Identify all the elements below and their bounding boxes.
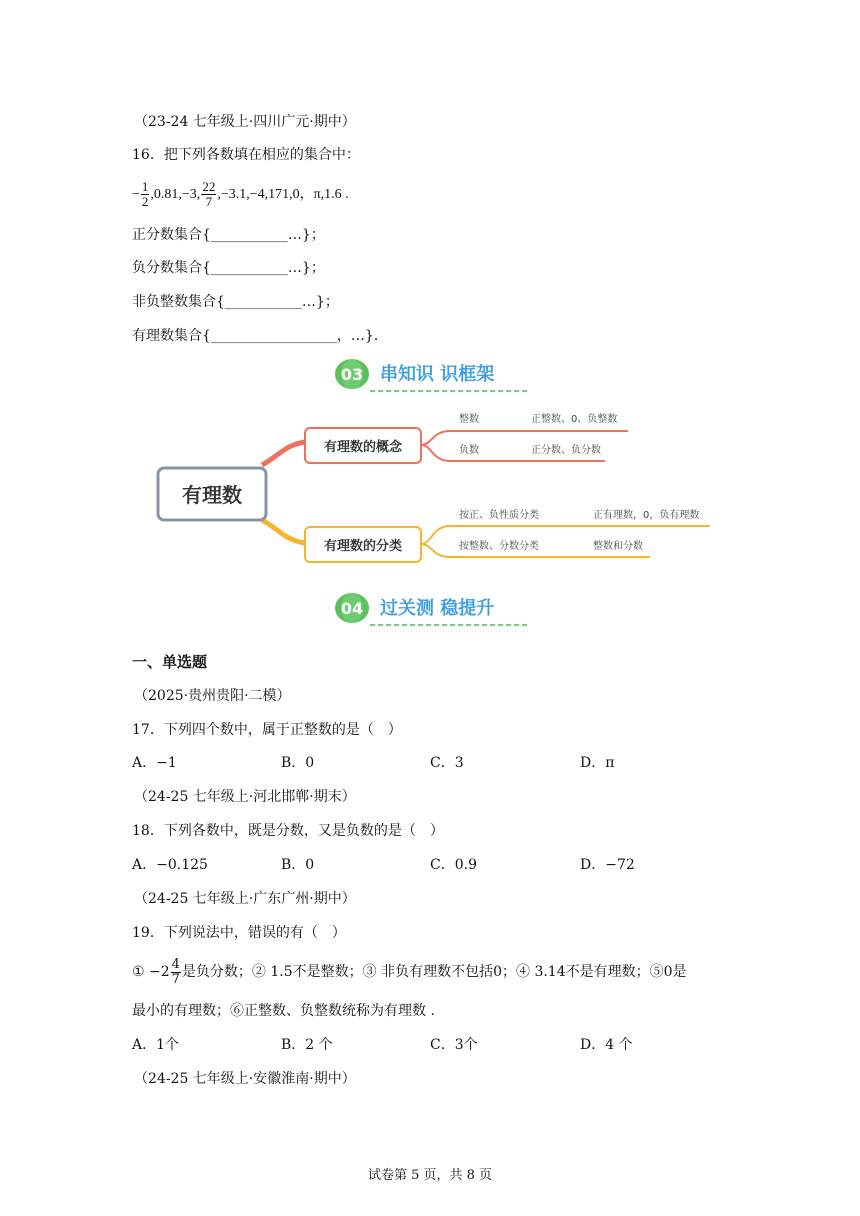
mindmap-branch-classification-label: 有理数的分类 [323,539,403,554]
q19-statement-line2: 最小的有理数；⑥正整数、负整数统称为有理数 . [132,1003,435,1019]
q17-option-a: A．−1 [132,755,177,771]
q16-numbers [132,177,349,213]
mindmap-concept-leaf1-right: 正整数、0、负整数 [531,414,618,425]
section-04-title: 过关测 稳提升 [380,598,495,619]
q16-numbers-prefix: − [132,187,140,202]
mindmap-classification-leaf2-left: 按整数、分数分类 [459,541,539,552]
q18-option-c: C．0.9 [430,857,477,873]
q16-fraction-1: $\frac{1}{2}$ [141,179,149,210]
mindmap-classification-leaf1-right: 正有理数，0，负有理数 [593,510,700,521]
q19-fraction: $\frac{4}{7}$ [171,956,180,987]
section-04-badge: 04 [340,599,364,618]
mindmap-branch-concept-label: 有理数的概念 [323,440,403,455]
q18-option-b: B．0 [281,857,315,873]
mindmap-concept-leaf2-right: 正分数、负分数 [531,445,601,456]
q16-numbers-mid2: ,−3.1,−4,171,0，π,1.6 . [217,187,349,202]
q20-source: （24-25 七年级上·安徽淮南·期中） [134,1071,356,1087]
q17-option-b: B．0 [281,755,315,771]
q19-option-c: C．3个 [430,1037,478,1053]
mindmap-root-label: 有理数 [182,483,242,507]
q17-option-c: C．3 [430,755,464,771]
q18-option-a: A．−0.125 [132,857,208,873]
q19-stem: 19．下列说法中，错误的有（ ） [132,925,346,941]
q19-statement-line1 [132,954,687,990]
mindmap-classification-leaf2-right: 整数和分数 [593,541,643,552]
q19-line1-b: 是负分数；② 1.5不是整数；③ 非负有理数不包括0；④ 3.14不是有理数；⑤0是 [181,964,687,980]
q16-set-nonnegative-integer: 非负整数集合{___________…}； [132,294,339,310]
q16-set-positive-fraction: 正分数集合{___________…}； [132,227,325,243]
mindmap [150,405,720,575]
q19-line1-a: ① −2 [132,964,170,980]
q18-option-d: D．−72 [580,857,635,873]
q18-stem: 18．下列各数中，既是分数，又是负数的是（ ） [132,823,444,839]
q19-option-a: A．1个 [132,1037,180,1053]
part-title: 一、单选题 [132,653,208,671]
q17-source: （2025·贵州贵阳·二模） [134,688,291,704]
page-footer: 试卷第 5 页，共 8 页 [367,1168,493,1183]
q16-set-rational: 有理数集合{__________________，…}． [132,328,388,344]
section-03-header [330,356,540,396]
q17-stem: 17．下列四个数中，属于正整数的是（ ） [132,722,402,738]
q16-set-negative-fraction: 负分数集合{___________…}； [132,260,325,276]
q16-stem: 16．把下列各数填在相应的集合中： [132,147,360,163]
q16-fraction-2: $\frac{22}{7}$ [202,179,216,210]
q16-source: （23-24 七年级上·四川广元·期中） [134,114,356,130]
mindmap-classification-leaf1-left: 按正、负性质分类 [459,510,539,521]
mindmap-concept-leaf1-left: 整数 [459,414,479,425]
q16-numbers-mid1: ,0.81,−3, [150,187,201,202]
mindmap-concept-leaf2-left: 负数 [459,445,479,456]
section-03-title: 串知识 识框架 [380,364,495,385]
q19-source: （24-25 七年级上·广东广州·期中） [134,891,356,907]
q17-option-d: D．π [580,755,615,771]
q19-option-d: D．4 个 [580,1037,633,1053]
q19-option-b: B．2 个 [281,1037,333,1053]
section-03-badge: 03 [340,365,364,384]
q18-source: （24-25 七年级上·河北邯郸·期末） [134,789,356,805]
section-04-header [330,590,540,630]
